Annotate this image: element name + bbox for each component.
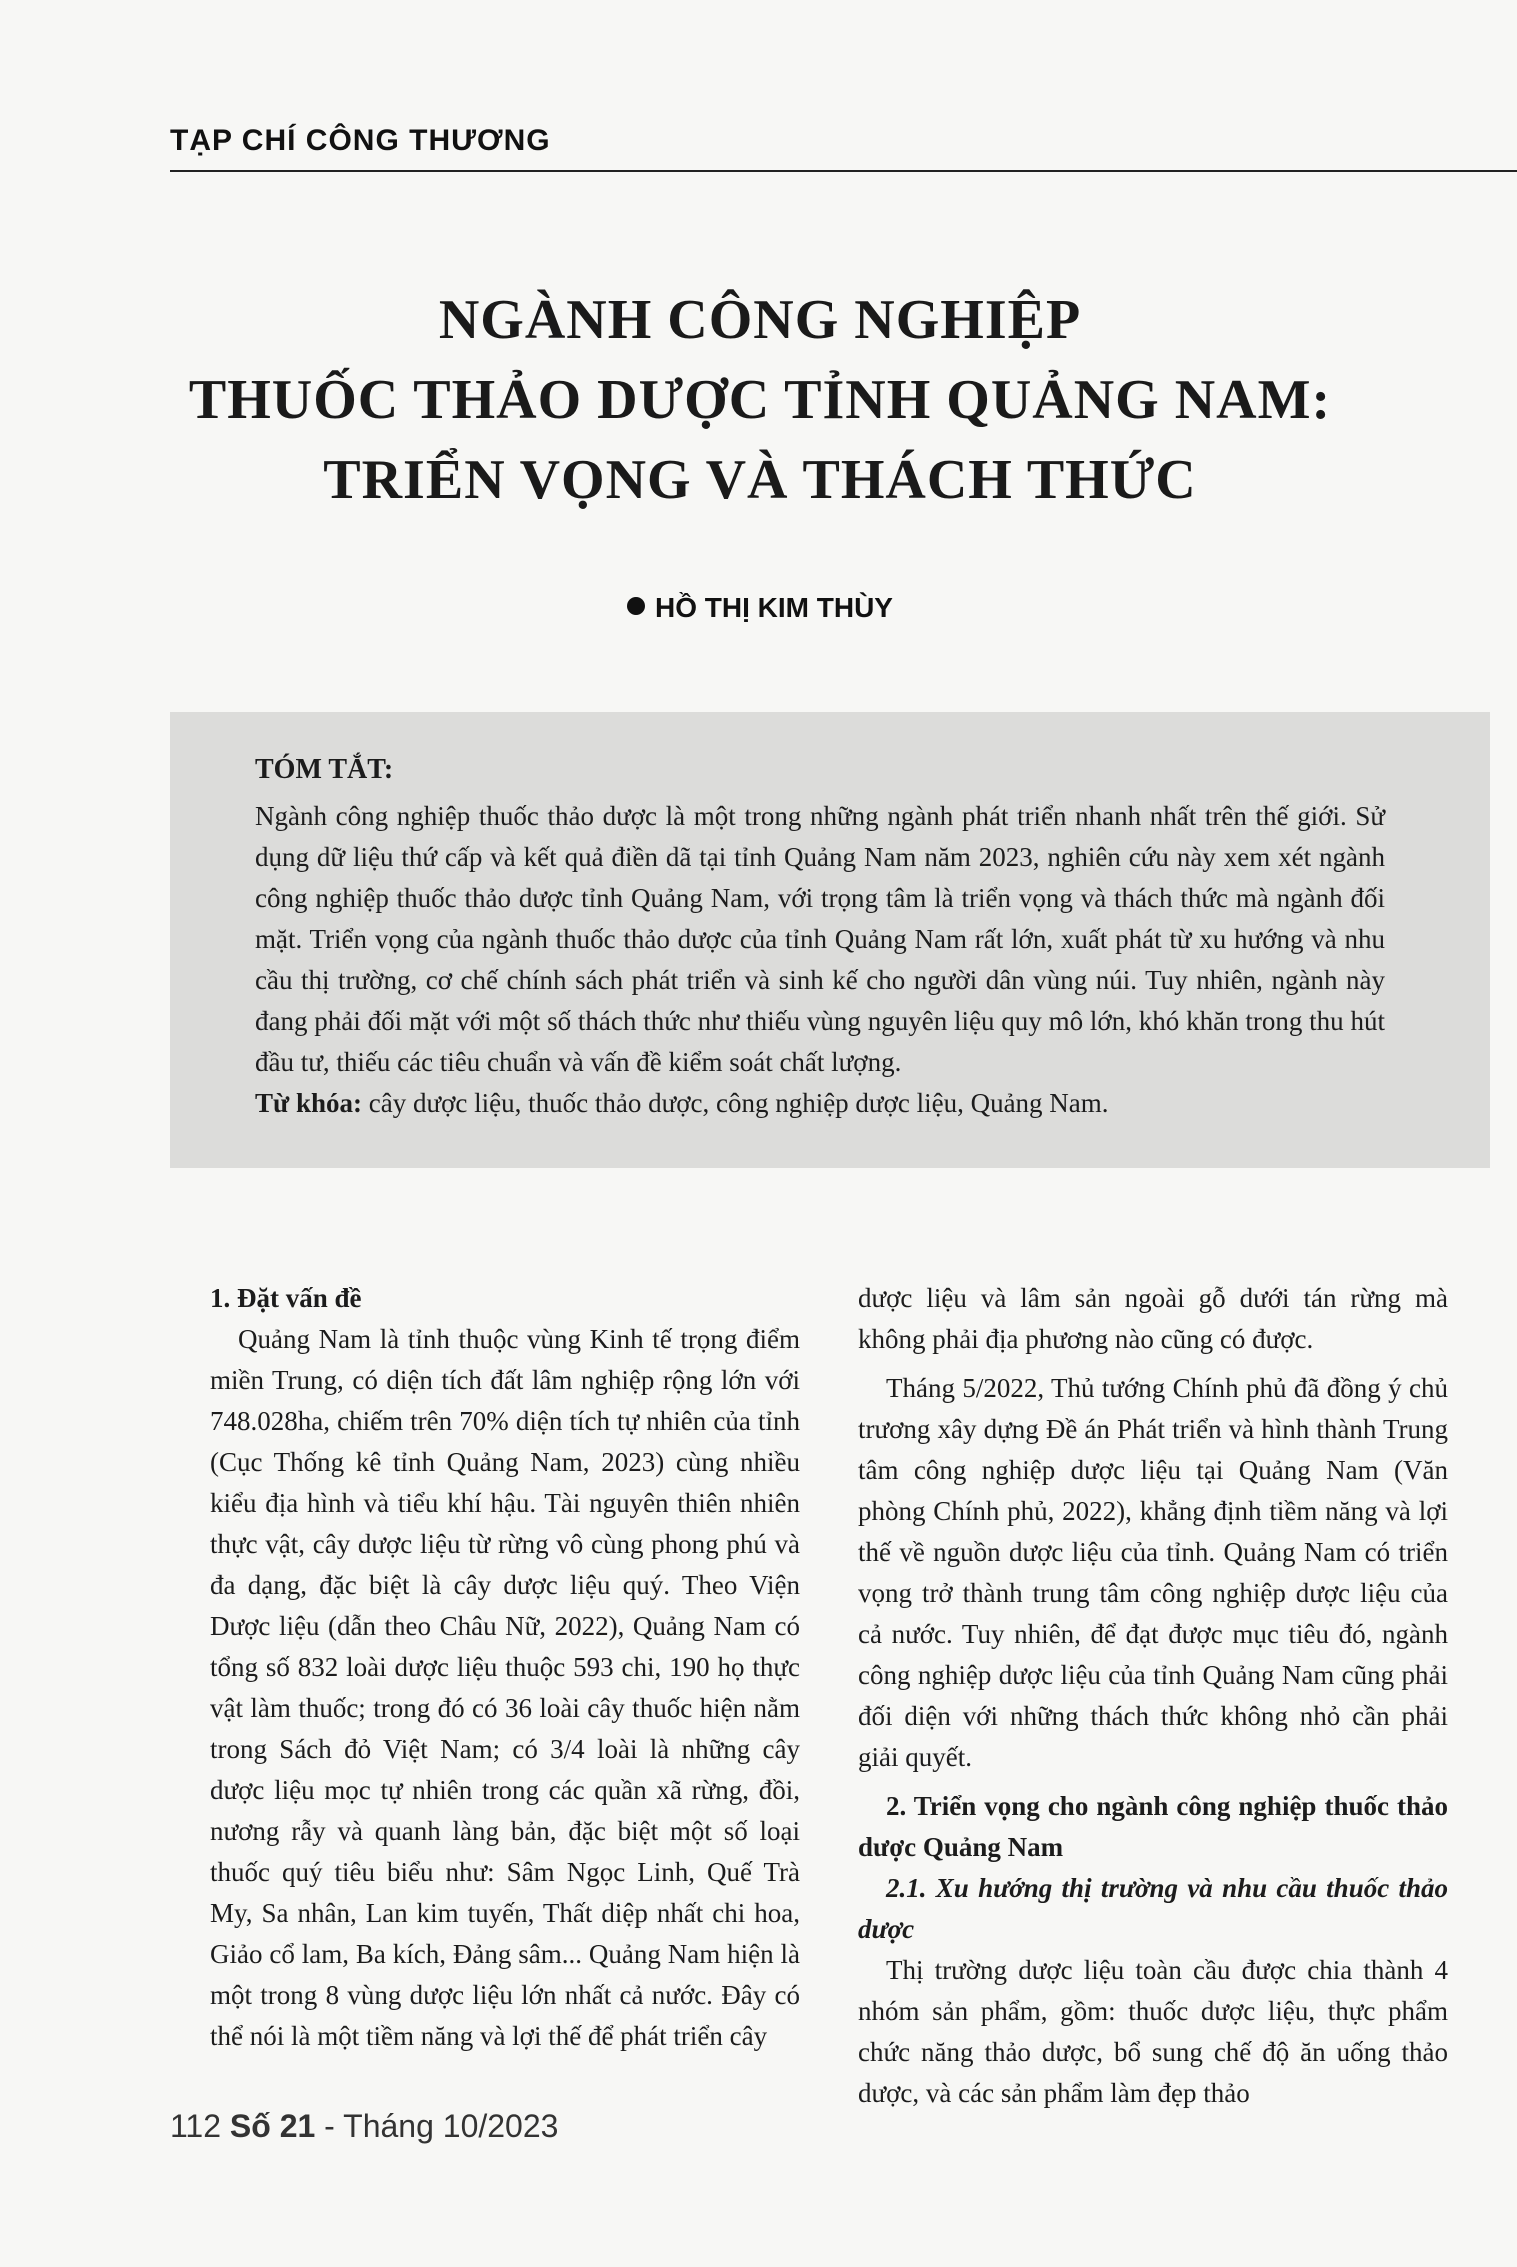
abstract-body-text: Ngành công nghiệp thuốc thảo dược là một trong những ngành phát triển nhanh nhất trên thế giới. Sử dụng dữ liệu thứ cấp và kết quả điền dã tại tỉnh Quảng Nam năm 2023, nghiên cứu này xem xét ngành công nghiệp thuốc thảo dược tỉnh Quảng Nam, với trọng tâm là triển vọng và thách thức mà ngành đối mặt. Triển vọng của ngành thuốc thảo dược của tỉnh Quảng Nam rất lớn, xuất phát từ xu hướng và nhu cầu thị trường, cơ chế chính sách phát triển và sinh kế cho người dân vùng núi. Tuy nhiên, ngành này đang phải đối mặt với một số thách thức như thiếu vùng nguyên liệu quy mô lớn, khó khăn trong thu hút đầu tư, thiếu các tiêu chuẩn và vấn đề kiểm soát chất lượng. [255, 801, 1385, 1077]
page-number: 112 [170, 2108, 222, 2144]
author-line [170, 592, 1350, 624]
author-name: HỒ THỊ KIM THÙY [655, 592, 893, 623]
paragraph-2: Tháng 5/2022, Thủ tướng Chính phủ đã đồng ý chủ trương xây dựng Đề án Phát triển và hình thành Trung tâm công nghiệp dược liệu tại Quảng Nam (Văn phòng Chính phủ, 2022), khẳng định tiềm năng và lợi thế về nguồn dược liệu của tỉnh. Quảng Nam có triển vọng trở thành trung tâm công nghiệp dược liệu của cả nước. Tuy nhiên, để đạt được mục tiêu đó, ngành công nghiệp dược liệu của tỉnh Quảng Nam cũng phải đối diện với những thách thức không nhỏ cần phải giải quyết. [858, 1373, 1448, 1772]
continuation-paragraph: dược liệu và lâm sản ngoài gỗ dưới tán rừng mà không phải địa phương nào cũng có được. [858, 1283, 1448, 1354]
bullet-icon [627, 597, 645, 615]
keywords-label: Từ khóa: [255, 1088, 362, 1118]
title-line-3: TRIỂN VỌNG VÀ THÁCH THỨC [323, 449, 1197, 511]
issue-date: - Tháng 10/2023 [315, 2108, 559, 2144]
page-footer [170, 2108, 558, 2145]
section-1-heading: 1. Đặt vấn đề [210, 1283, 362, 1313]
title-line-2: THUỐC THẢO DƯỢC TỈNH QUẢNG NAM: [188, 369, 1332, 431]
section-2-heading: 2. Triển vọng cho ngành công nghiệp thuốc thảo dược Quảng Nam [858, 1791, 1448, 1862]
section-1-body: Quảng Nam là tỉnh thuộc vùng Kinh tế trọng điểm miền Trung, có diện tích đất lâm nghiệp rộng lớn với 748.028ha, chiếm trên 70% diện tích tự nhiên của tỉnh (Cục Thống kê tỉnh Quảng Nam, 2023) cùng nhiều kiểu địa hình và tiểu khí hậu. Tài nguyên thiên nhiên thực vật, cây dược liệu từ rừng vô cùng phong phú và đa dạng, đặc biệt là cây dược liệu quý. Theo Viện Dược liệu (dẫn theo Châu Nữ, 2022), Quảng Nam có tổng số 832 loài dược liệu thuộc 593 chi, 190 họ thực vật làm thuốc; trong đó có 36 loài cây thuốc hiện nằm trong Sách đỏ Việt Nam; có 3/4 loài là những cây dược liệu mọc tự nhiên trong các quần xã rừng, đồi, nương rẫy và quanh làng bản, đặc biệt một số loại thuốc quý tiêu biểu như: Sâm Ngọc Linh, Quế Trà My, Sa nhân, Lan kim tuyến, Thất diệp nhất chi hoa, Giảo cổ lam, Ba kích, Đảng sâm... Quảng Nam hiện là một trong 8 vùng dược liệu lớn nhất cả nước. Đây có thể nói là một tiềm năng và lợi thế để phát triển cây [210, 1324, 800, 2051]
section-2-1-heading: 2.1. Xu hướng thị trường và nhu cầu thuốc thảo dược [858, 1873, 1448, 1944]
abstract-body [255, 796, 1385, 1083]
title-line-1: NGÀNH CÔNG NGHIỆP [438, 289, 1082, 351]
section-2-1-body: Thị trường dược liệu toàn cầu được chia thành 4 nhóm sản phẩm, gồm: thuốc dược liệu, thực phẩm chức năng thảo dược, bổ sung chế độ ăn uống thảo dược, và các sản phẩm làm đẹp thảo [858, 1955, 1448, 2108]
issue-label: Số 21 [229, 2108, 316, 2144]
journal-name: TẠP CHÍ CÔNG THƯƠNG [170, 124, 551, 157]
article-title [170, 280, 1350, 520]
running-header [170, 124, 1517, 172]
left-column [210, 1278, 800, 2057]
abstract-heading: TÓM TẮT: [255, 754, 394, 785]
keywords-line [255, 1083, 1385, 1124]
keywords-text: cây dược liệu, thuốc thảo dược, công nghiệp dược liệu, Quảng Nam. [362, 1088, 1109, 1118]
abstract-text [255, 796, 1385, 1124]
abstract-box [170, 712, 1490, 1168]
right-column [858, 1278, 1448, 2114]
